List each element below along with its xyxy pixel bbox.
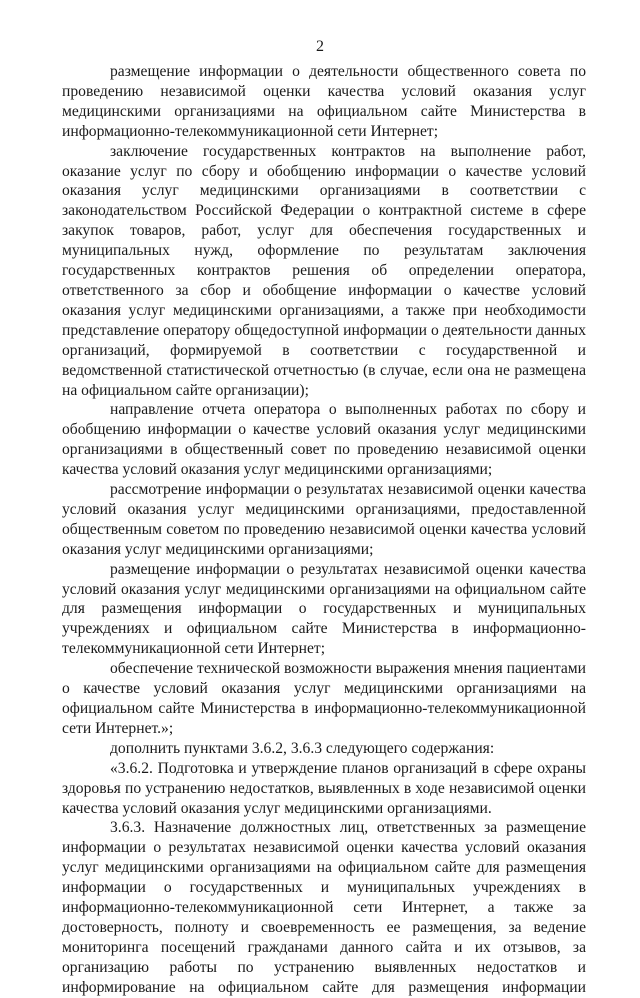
paragraph: размещение информации о деятельности общественного совета по проведению независимой оценки качества условий оказания услуг медицинскими организациями на официальном сайте Министерства в информационно-телекоммуникационной сети Интернет;	[62, 63, 586, 140]
paragraph: обеспечение технической возможности выражения мнения пациентами о качестве условий оказания услуг медицинскими организациями на официальном сайте Министерства в информационно-телекоммуникационной сети Интернет.»;	[62, 660, 586, 737]
document-body	[62, 62, 586, 998]
paragraph: рассмотрение информации о результатах независимой оценки качества условий оказания услуг медицинскими организациями, предоставленной общественным советом по проведению независимой оценки качества условий оказания услуг медицинскими организациями;	[62, 481, 586, 558]
paragraph: размещение информации о результатах независимой оценки качества условий оказания услуг медицинскими организациями на официальном сайте для размещения информации о государственных и муниципальных учреждениях и официальном сайте Министерства в информационно-телекоммуникационной сети Интернет;	[62, 560, 586, 658]
page-number: 2	[316, 38, 324, 55]
paragraph: 3.6.3. Назначение должностных лиц, ответственных за размещение информации о результатах независимой оценки качества условий оказания услуг медицинскими организациями на официальном сайте для размещения информации о государственных и муниципальных учреждениях в информационно-телекоммуникационной сети Интернет, а также за достоверность, полноту и своевременность ее размещения, за ведение мониторинга посещений гражданами данного сайта и их отзывов, за организацию работы по устранению выявленных недостатков и информирование на официальном сайте для размещения информации	[62, 819, 586, 996]
paragraph: «3.6.2. Подготовка и утверждение планов организаций в сфере охраны здоровья по устранению недостатков, выявленных в ходе независимой оценки качества условий оказания услуг медицинскими организациями.	[62, 759, 586, 817]
paragraph: дополнить пунктами 3.6.2, 3.6.3 следующего содержания:	[110, 739, 495, 757]
paragraph: направление отчета оператора о выполненных работах по сбору и обобщению информации о качестве условий оказания услуг медицинскими организациями в общественный совет по проведению независимой оценки качества условий оказания услуг медицинскими организациями;	[62, 401, 586, 479]
paragraph: заключение государственных контрактов на выполнение работ, оказание услуг по сбору и обобщению информации о качестве условий оказания услуг медицинскими организациями в соответствии с законодательством Российской Федерации о контрактной системе в сфере закупок товаров, работ, услуг для обеспечения государственных и муниципальных нужд, оформление по результатам заключения государственных контрактов решения об определении оператора, ответственного за сбор и обобщение информации о качестве условий оказания услуг медицинскими организациями, а также при необходимости представление оператору общедоступной информации о деятельности данных организаций, формируемой в соответствии с государственной и ведомственной статистической отчетностью (в случае, если она не размещена на официальном сайте организации);	[62, 142, 586, 399]
